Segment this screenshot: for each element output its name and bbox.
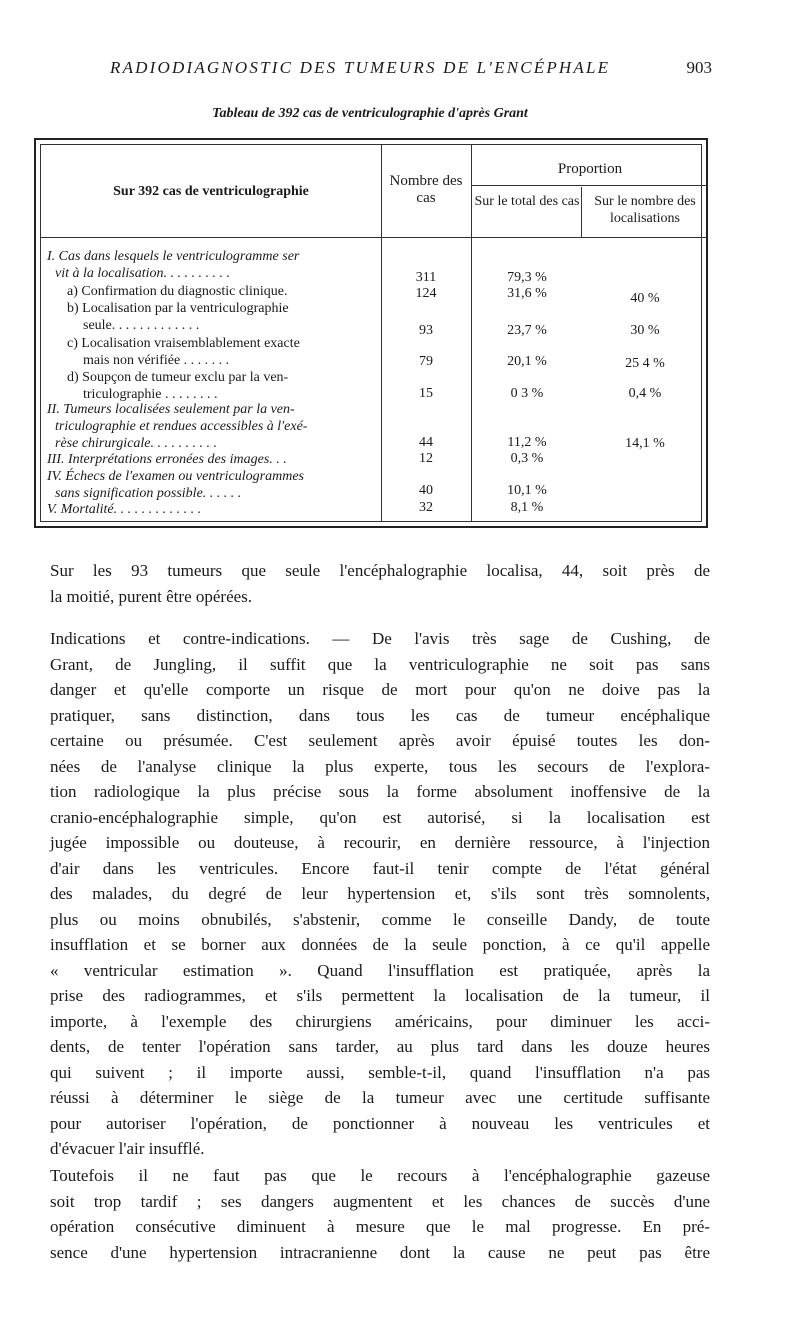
cell-total: 0 3 % — [510, 386, 544, 401]
text-line: d'air dans les ventricules. Encore faut-il tenir compte de l'état général — [50, 858, 710, 878]
row-label: sans signification possible. . . . . . — [55, 486, 242, 501]
header-proportion: Proportion — [557, 161, 623, 177]
header-sur-localisations: Sur le nombre des localisations — [594, 194, 696, 226]
cell-total: 20,1 % — [507, 354, 547, 369]
text-line: nées de l'analyse clinique la plus experte, tous les secours de l'explora- — [50, 756, 710, 776]
text-line: sence d'une hypertension intracranienne dont la cause ne peut pas être — [50, 1242, 710, 1262]
cell-localisation: 30 % — [630, 323, 660, 338]
text-line: dents, de tenter l'opération sans tarder, au plus tard dans les douze heures — [50, 1037, 710, 1056]
row-label: II. Tumeurs localisées seulement par la ven- — [47, 402, 295, 417]
text-line: Sur les 93 tumeurs que seule l'encéphalographie localisa, 44, soit près de — [50, 561, 710, 580]
text-line: plus ou moins obnubilés, s'abstenir, comme le conseille Dandy, de toute — [50, 909, 710, 929]
text-line: pour autoriser l'opération, de ponctionner à nouveau les ventricules et — [50, 1113, 710, 1133]
header-main: Sur 392 cas de ventriculographie — [113, 184, 309, 199]
header-nombre: Nombre des cas — [389, 173, 463, 206]
row-label: vit à la localisation. . . . . . . . . . — [55, 266, 230, 281]
text-line: des malades, du degré de leur hypertension et, s'ils sont très somnolents, — [50, 884, 710, 903]
text-line: pratiquer, sans distinction, dans tous les cas de tumeur encéphalique — [50, 705, 710, 725]
cell-total: 10,1 % — [507, 483, 547, 498]
row-label: c) Localisation vraisemblablement exacte — [67, 336, 300, 351]
text-line: opération consécutive diminuent à mesure que le mal progresse. En pré- — [50, 1217, 710, 1236]
text-line: réussi à déterminer le siège de la tumeur avec une certitude suffisante — [50, 1088, 710, 1107]
cell-nombre: 15 — [419, 386, 433, 401]
cell-localisation: 0,4 % — [628, 386, 662, 401]
cell-total: 8,1 % — [510, 500, 544, 515]
row-label: seule. . . . . . . . . . . . . — [83, 318, 200, 333]
text-line: insufflation et se borner aux données de la seule ponction, à ce qu'il appelle — [50, 935, 710, 954]
header-sur-total: Sur le total des cas — [474, 194, 580, 209]
cell-nombre: 93 — [419, 323, 433, 338]
cell-nombre: 32 — [419, 500, 433, 515]
paragraph-2 — [50, 626, 710, 1162]
cell-nombre: 79 — [419, 354, 433, 369]
cell-total: 11,2 % — [507, 435, 547, 450]
text-line: cranio-encéphalographie simple, qu'on est autorisé, si la localisation est — [50, 807, 710, 827]
text-line: prise des radiogrammes, et s'ils permettent la localisation de la tumeur, il — [50, 986, 710, 1005]
row-label: a) Confirmation du diagnostic clinique. — [67, 284, 288, 299]
row-label: V. Mortalité. . . . . . . . . . . . . — [47, 502, 202, 517]
cell-localisation: 25 4 % — [625, 356, 665, 371]
cell-nombre: 44 — [419, 435, 433, 450]
text-line: « ventricular estimation ». Quand l'insufflation est pratiquée, après la — [50, 960, 710, 980]
text-line: Indications et contre-indications. — De l'avis très sage de Cushing, de — [50, 629, 710, 648]
row-label: rèse chirurgicale. . . . . . . . . . — [55, 436, 218, 451]
text-line: certaine ou présumée. C'est seulement après avoir épuisé toutes les don- — [50, 731, 710, 750]
row-label: I. Cas dans lesquels le ventriculogramme ser — [47, 249, 300, 264]
text-line: Grant, de Jungling, il suffit que la ventriculographie ne soit pas sans — [50, 654, 710, 674]
row-label: d) Soupçon de tumeur exclu par la ven- — [67, 370, 289, 385]
row-label: triculographie et rendues accessibles à l'exé- — [55, 419, 308, 434]
row-label: b) Localisation par la ventriculographie — [67, 301, 289, 316]
text-line: qui suivent ; il importe aussi, semble-t-il, quand l'insufflation n'a pas — [50, 1062, 710, 1082]
data-table — [34, 138, 708, 528]
page-number: 903 — [686, 58, 712, 77]
row-label: IV. Échecs de l'examen ou ventriculogrammes — [47, 469, 304, 484]
text-line: la moitié, purent être opérées. — [50, 586, 253, 606]
paragraph-3 — [50, 1163, 710, 1265]
header-divider — [41, 237, 707, 238]
cell-localisation: 14,1 % — [625, 436, 665, 451]
table-caption: Tableau de 392 cas de ventriculographie d'après Grant — [212, 106, 528, 121]
row-label: triculographie . . . . . . . . — [83, 387, 218, 402]
running-title: RADIODIAGNOSTIC DES TUMEURS DE L'ENCÉPHALE — [110, 58, 611, 77]
text-line: soit trop tardif ; ses dangers augmentent et les chances de succès d'une — [50, 1191, 710, 1211]
cell-total: 79,3 % — [507, 270, 547, 285]
cell-nombre: 12 — [419, 451, 433, 466]
text-line: Toutefois il ne faut pas que le recours à l'encéphalographie gazeuse — [50, 1166, 710, 1185]
column-divider — [471, 145, 472, 521]
row-label: mais non vérifiée . . . . . . . — [83, 353, 230, 368]
cell-nombre: 311 — [415, 270, 437, 285]
paragraph-1 — [50, 558, 710, 609]
cell-nombre: 40 — [419, 483, 433, 498]
text-line: d'évacuer l'air insufflé. — [50, 1139, 205, 1158]
page-header — [110, 58, 710, 82]
column-divider — [581, 187, 582, 237]
text-line: danger et qu'elle comporte un risque de mort pour qu'on ne doive pas la — [50, 680, 710, 699]
row-label: III. Interprétations erronées des images. . . — [47, 452, 287, 467]
header-divider — [471, 185, 707, 186]
text-line: tion radiologique la plus précise sous la forme absolument inoffensive de la — [50, 782, 710, 801]
cell-total: 31,6 % — [507, 286, 547, 301]
text-line: importe, à l'exemple des chirurgiens américains, pour diminuer les acci- — [50, 1011, 710, 1031]
text-line: jugée impossible ou douteuse, à recourir, en dernière ressource, à l'injection — [50, 833, 710, 852]
cell-total: 23,7 % — [507, 323, 547, 338]
cell-total: 0,3 % — [510, 451, 544, 466]
cell-nombre: 124 — [415, 286, 437, 301]
cell-localisation: 40 % — [630, 291, 660, 306]
table-inner-border — [40, 144, 702, 522]
